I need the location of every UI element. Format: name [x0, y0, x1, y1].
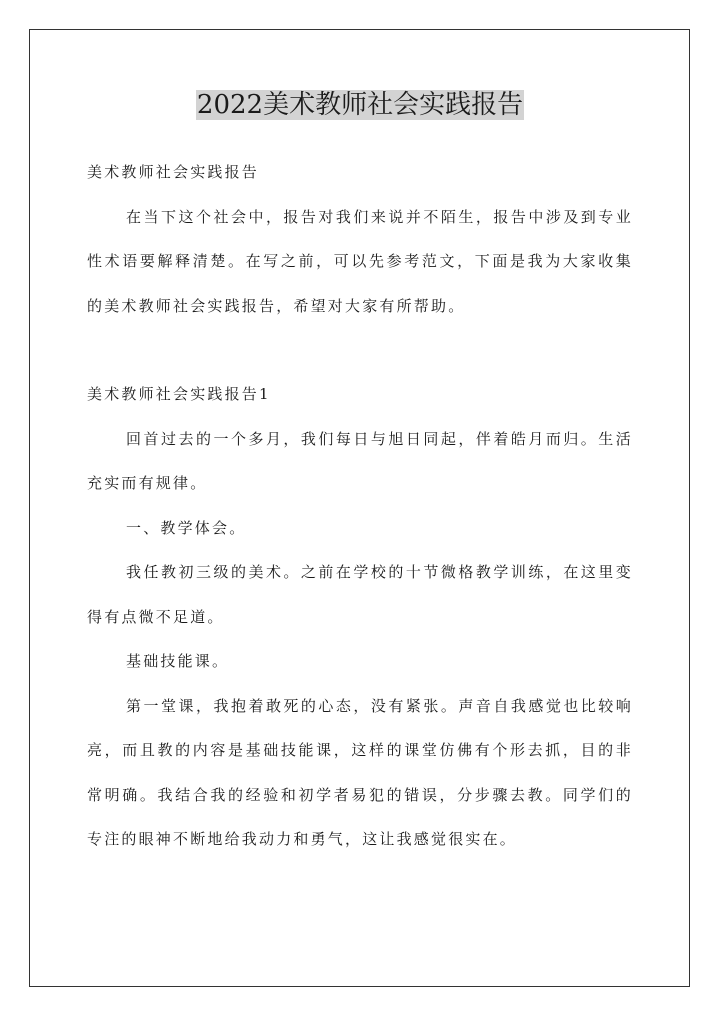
document-body — [87, 150, 633, 862]
body-paragraph: 基础技能课。 — [126, 652, 230, 670]
section-heading: 美术教师社会实践报告1 — [87, 385, 271, 403]
subtitle: 美术教师社会实践报告 — [87, 163, 260, 181]
body-paragraph: 第一堂课，我抱着敢死的心态，没有紧张。声音自我感觉也比较响亮，而且教的内容是基础技能课，这样的课堂仿佛有个形去抓，目的非常明确。我结合我的经验和初学者易犯的错误，分步骤去教。同学们的专注的眼神不断地给我动力和勇气，这让我感觉很实在。 — [87, 696, 633, 848]
body-paragraph: 我任教初三级的美术。之前在学校的十节微格教学训练，在这里变得有点微不足道。 — [87, 563, 633, 626]
intro-paragraph: 在当下这个社会中，报告对我们来说并不陌生，报告中涉及到专业性术语要解释清楚。在写之前，可以先参考范文，下面是我为大家收集的美术教师社会实践报告，希望对大家有所帮助。 — [87, 207, 633, 315]
document-title-text: 2022美术教师社会实践报告 — [196, 90, 524, 120]
document-title — [0, 86, 720, 124]
section-gap — [87, 328, 633, 372]
body-paragraph: 回首过去的一个多月，我们每日与旭日同起，伴着皓月而归。生活充实而有规律。 — [87, 429, 633, 492]
body-paragraph: 一、教学体会。 — [126, 518, 247, 537]
